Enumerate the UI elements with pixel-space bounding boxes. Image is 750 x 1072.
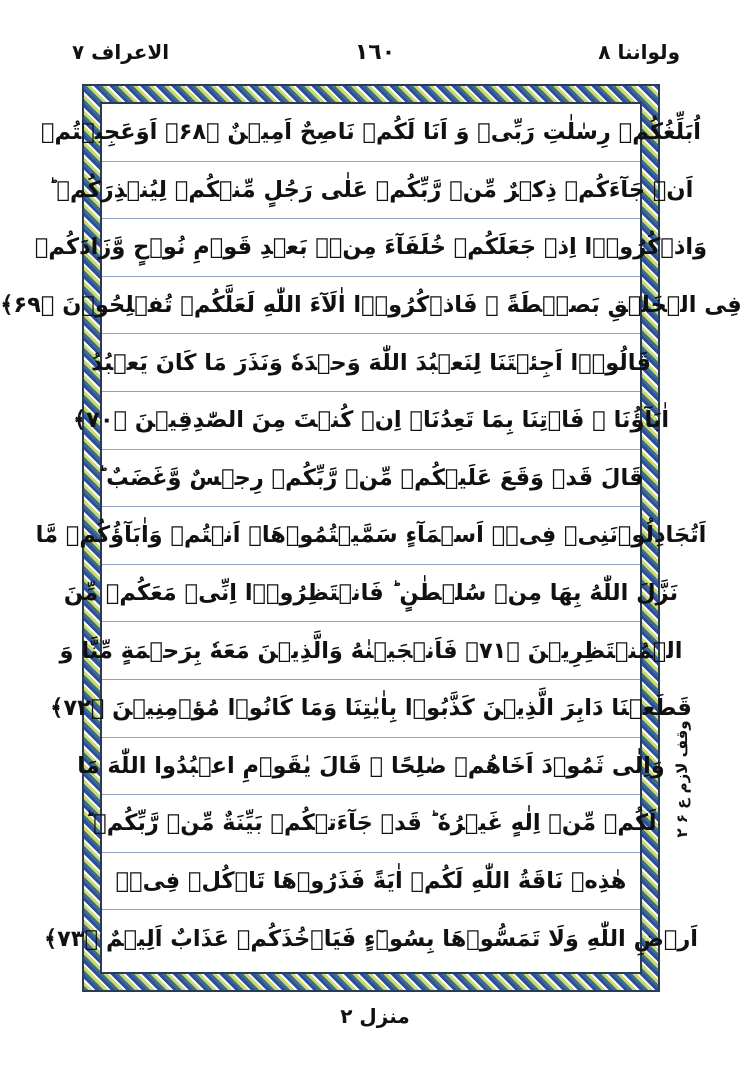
verse-line: نَزَّلَ اللّٰهُ بِهَا مِنۡ سُلۡطٰنٍ ؕ فَانۡتَظِرُوۡۤا اِنِّیۡ مَعَكُمۡ مِّنَ — [102, 565, 640, 623]
margin-note-text: وقف لازم ع ۶ ۲ — [673, 720, 691, 838]
verse-line: اَنۡ جَآءَكُمۡ ذِكۡرٌ مِّنۡ رَّبِّكُمۡ عَلٰی رَجُلٍ مِّنۡكُمۡ لِیُنۡذِرَكُمۡ ؕ — [102, 162, 640, 220]
verse-line: قَطَعۡنَا دَابِرَ الَّذِیۡنَ كَذَّبُوۡا بِاٰیٰتِنَا وَمَا كَانُوۡا مُؤۡمِنِیۡنَ ﴿۷۲﴾ — [102, 680, 640, 738]
verse-line: فِی الۡخَلۡقِ بَصۜۡطَةً ۚ فَاذۡكُرُوۡۤا اٰلَآءَ اللّٰهِ لَعَلَّكُمۡ تُفۡلِحُوۡنَ ﴿۶۹﴾ — [102, 277, 640, 335]
verse-line: هٰذِهٖ نَاقَةُ اللّٰهِ لَكُمۡ اٰیَةً فَذَرُوۡهَا تَاۡكُلۡ فِیۡۤ — [102, 853, 640, 911]
verse-line: اَرۡضِ اللّٰهِ وَلَا تَمَسُّوۡهَا بِسُوۡٓءٍ فَیَاۡخُذَكُمۡ عَذَابٌ اَلِیۡمٌ ﴿۷۳﴾ — [43, 926, 699, 953]
verse-line: وَاِلٰی ثَمُوۡدَ اَخَاهُمۡ صٰلِحًا ۘ قَالَ یٰقَوۡمِ اعۡبُدُوا اللّٰهَ مَا — [102, 738, 640, 796]
verse-line: لَكُمۡ مِّنۡ اِلٰهٍ غَیۡرُهٗ ؕ قَدۡ جَآءَتۡكُمۡ بَیِّنَةٌ مِّنۡ رَّبِّكُمۡ ؕ — [102, 795, 640, 853]
header-juz-name: ولواننا ٨ — [598, 40, 680, 64]
verse-line: اٰبَآؤُنَا ۚ فَاۡتِنَا بِمَا تَعِدُنَاۤ اِنۡ كُنۡتَ مِنَ الصّٰدِقِیۡنَ ﴿۷۰﴾ — [102, 392, 640, 450]
verse-line: وَاذۡكُرُوۡۤا اِذۡ جَعَلَكُمۡ خُلَفَآءَ مِنۡۢ بَعۡدِ قَوۡمِ نُوۡحٍ وَّزَادَكُمۡ — [102, 219, 640, 277]
page-number: ١٦٠ — [354, 40, 396, 65]
verse-line: قَالُوۡۤا اَجِئۡتَنَا لِنَعۡبُدَ اللّٰهَ وَحۡدَهٗ وَنَذَرَ مَا كَانَ یَعۡبُدُ — [102, 334, 640, 392]
footer-manzil: منزل ۲ — [340, 1004, 410, 1028]
verse-line: اُبَلِّغُكُمۡ رِسٰلٰتِ رَبِّیۡ وَ اَنَا لَكُمۡ نَاصِحٌ اَمِیۡنٌ ﴿۶۸﴾ اَوَعَجِبۡتُمۡ — [102, 104, 640, 162]
verse-line: اَتُجَادِلُوۡنَنِیۡ فِیۡۤ اَسۡمَآءٍ سَمَّیۡتُمُوۡهَاۤ اَنۡتُمۡ وَاٰبَآؤُكُمۡ مَّا — [102, 507, 640, 565]
verse-line: الۡمُنۡتَظِرِیۡنَ ﴿۷۱﴾ فَاَنۡجَیۡنٰهُ وَالَّذِیۡنَ مَعَهٗ بِرَحۡمَةٍ مِّنَّا وَ — [102, 622, 640, 680]
verse-line: قَالَ قَدۡ وَقَعَ عَلَیۡكُمۡ مِّنۡ رَّبِّكُمۡ رِجۡسٌ وَّغَضَبٌ ؕ — [102, 450, 640, 508]
header-surah-name: الاعراف ٧ — [72, 40, 170, 64]
